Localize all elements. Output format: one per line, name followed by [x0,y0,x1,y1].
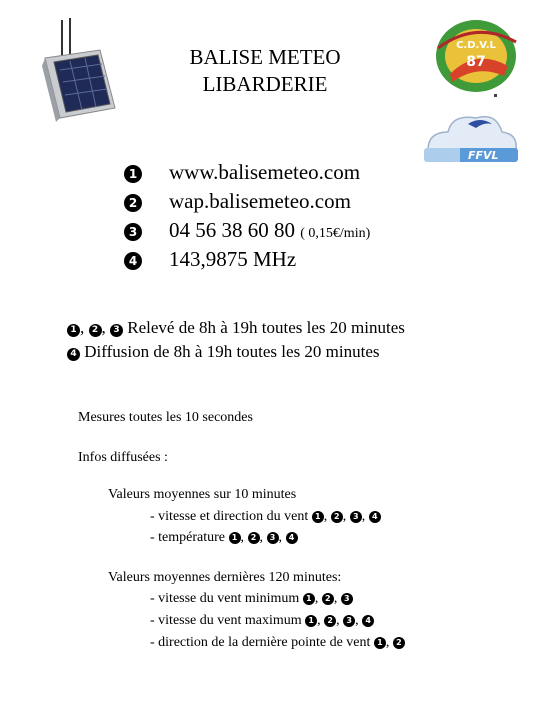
number-marker-icon: 4 [286,532,298,544]
avg10-item: - température 1 , 2 , 3 , 4 [150,530,298,546]
schedule-line-1: 1 , 2 , 3 Relevé de 8h à 19h toutes les 20 minutes [67,316,405,340]
avg120-heading: Valeurs moyennes dernières 120 minutes: [108,570,342,585]
number-marker-icon: 3 [124,223,142,241]
number-marker-icon: 3 [341,593,353,605]
measures-text: Mesures toutes les 10 secondes [78,410,253,425]
avg120-item: - direction de la dernière pointe de vent 1 , 2 [150,635,405,651]
channel-wap-url[interactable]: wap.balisemeteo.com [169,189,351,213]
cdvl-logo-number: 87 [466,54,486,70]
avg10-item: - vitesse et direction du vent 1 , 2 , 3 , 4 [150,509,381,525]
number-marker-icon: 3 [110,324,123,337]
number-marker-icon: 2 [393,637,405,649]
channel-radio-frequency: 143,9875 MHz [169,247,297,271]
number-marker-icon: 2 [124,194,142,212]
number-marker-icon: 1 [305,615,317,627]
avg10-heading: Valeurs moyennes sur 10 minutes [108,487,297,502]
avg120-item: - vitesse du vent minimum 1 , 2 , 3 [150,591,353,607]
number-marker-icon: 4 [362,615,374,627]
ffvl-logo-text: FFVL [468,149,499,162]
number-marker-icon: 3 [343,615,355,627]
phone-rate-note: ( 0,15€/min) [300,226,371,241]
number-marker-icon: 3 [267,532,279,544]
number-marker-icon: 4 [124,252,142,270]
schedule-line-1-text: Relevé de 8h à 19h toutes les 20 minutes [127,318,405,337]
page-title [150,44,380,98]
avg120-item: - vitesse du vent maximum 1 , 2 , 3 , 4 [150,613,374,629]
cdvl-logo-text: C.D.V.L [456,40,496,51]
weather-station-image [40,18,130,128]
channel-web-url[interactable]: www.balisemeteo.com [169,160,361,184]
number-marker-icon: 4 [67,348,80,361]
number-marker-icon: 1 [124,165,142,183]
schedule-line-2-text: Diffusion de 8h à 19h toutes les 20 minutes [84,342,380,361]
title-line-2: LIBARDERIE [202,72,328,96]
schedule-block [67,316,405,364]
infos-label: Infos diffusées : [78,450,168,465]
number-marker-icon: 3 [350,511,362,523]
number-marker-icon: 1 [303,593,315,605]
number-marker-icon: 1 [67,324,80,337]
ffvl-logo [420,110,520,170]
number-marker-icon: 1 [229,532,241,544]
channel-phone-number: 04 56 38 60 80 ( 0,15€/min) [169,218,371,242]
number-marker-icon: 1 [374,637,386,649]
title-line-1: BALISE METEO [189,45,341,69]
schedule-line-2 [67,340,405,364]
number-marker-icon: 2 [324,615,336,627]
number-marker-icon: 4 [369,511,381,523]
number-marker-icon: 2 [331,511,343,523]
number-marker-icon: 2 [322,593,334,605]
number-marker-icon: 1 [312,511,324,523]
number-marker-icon: 2 [248,532,260,544]
number-marker-icon: 2 [89,324,102,337]
cdvl-logo [430,14,522,98]
